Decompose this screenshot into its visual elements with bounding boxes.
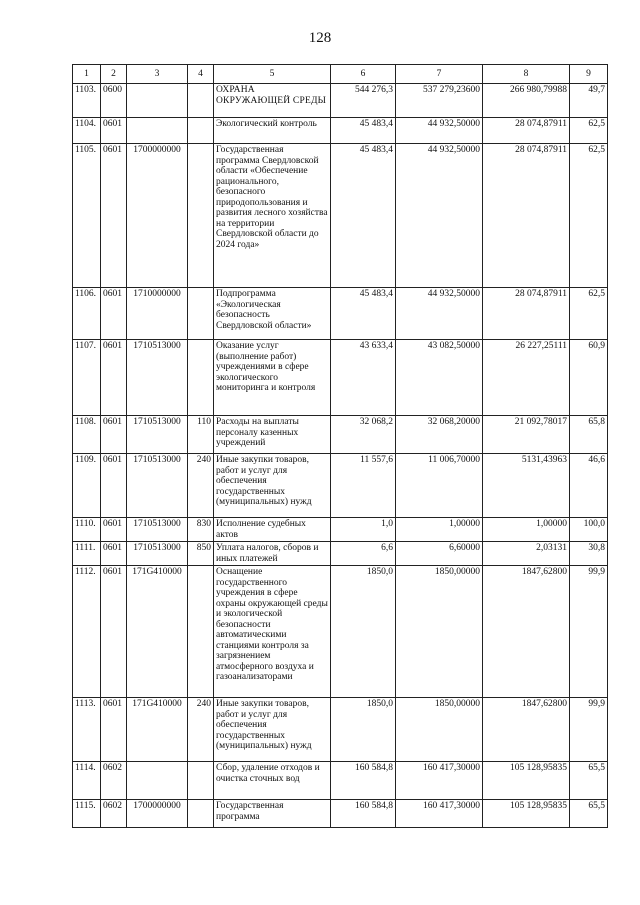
- header-row: [73, 65, 608, 84]
- execution-percent: 46,6: [570, 454, 608, 518]
- execution-percent: 65,5: [570, 762, 608, 800]
- column-header-6: 6: [331, 65, 396, 84]
- expense-type-code: 240: [188, 698, 214, 762]
- execution-percent: 99,9: [570, 566, 608, 698]
- executed-amount: 5131,43963: [483, 454, 570, 518]
- planned-amount: 43 633,4: [331, 340, 396, 416]
- row-number: 1103.: [73, 84, 101, 118]
- planned-amount: 11 557,6: [331, 454, 396, 518]
- expense-type-code: [188, 800, 214, 828]
- expense-type-code: [188, 84, 214, 118]
- target-code: 1710000000: [127, 288, 188, 340]
- column-header-9: 9: [570, 65, 608, 84]
- executed-amount: 1847,62800: [483, 698, 570, 762]
- column-header-3: 3: [127, 65, 188, 84]
- adjusted-amount: 11 006,70000: [396, 454, 483, 518]
- adjusted-amount: 1850,00000: [396, 566, 483, 698]
- executed-amount: 105 128,95835: [483, 762, 570, 800]
- table-row: [73, 416, 608, 454]
- execution-percent: 65,8: [570, 416, 608, 454]
- expense-type-code: 110: [188, 416, 214, 454]
- row-number: 1105.: [73, 144, 101, 288]
- execution-percent: 49,7: [570, 84, 608, 118]
- section-code: 0601: [101, 566, 127, 698]
- item-name: Экологический контроль: [214, 118, 331, 144]
- item-name: Подпрограмма «Экологическая безопасность Свердловской области»: [214, 288, 331, 340]
- executed-amount: 28 074,87911: [483, 288, 570, 340]
- adjusted-amount: 1,00000: [396, 518, 483, 542]
- item-name: Государственная программа: [214, 800, 331, 828]
- planned-amount: 45 483,4: [331, 118, 396, 144]
- section-code: 0601: [101, 288, 127, 340]
- adjusted-amount: 160 417,30000: [396, 800, 483, 828]
- section-code: 0601: [101, 698, 127, 762]
- row-number: 1110.: [73, 518, 101, 542]
- item-name: Исполнение судебных актов: [214, 518, 331, 542]
- executed-amount: 1847,62800: [483, 566, 570, 698]
- adjusted-amount: 44 932,50000: [396, 144, 483, 288]
- target-code: 1710513000: [127, 340, 188, 416]
- table-body: [73, 84, 608, 828]
- column-header-7: 7: [396, 65, 483, 84]
- row-number: 1112.: [73, 566, 101, 698]
- page-number: 128: [308, 30, 332, 46]
- table-row: [73, 542, 608, 566]
- row-number: 1113.: [73, 698, 101, 762]
- item-name: Государственная программа Свердловской области «Обеспечение рационального, безопасного природопользования и развития лесного хозяйства на территории Свердловской области до 2024 года»: [214, 144, 331, 288]
- budget-table: [72, 64, 608, 828]
- adjusted-amount: 44 932,50000: [396, 118, 483, 144]
- table-row: [73, 288, 608, 340]
- executed-amount: 28 074,87911: [483, 118, 570, 144]
- execution-percent: 62,5: [570, 288, 608, 340]
- adjusted-amount: 160 417,30000: [396, 762, 483, 800]
- planned-amount: 45 483,4: [331, 144, 396, 288]
- expense-type-code: [188, 144, 214, 288]
- table-row: [73, 762, 608, 800]
- adjusted-amount: 44 932,50000: [396, 288, 483, 340]
- section-code: 0601: [101, 518, 127, 542]
- item-name: Иные закупки товаров, работ и услуг для обеспечения государственных (муниципальных) нужд: [214, 454, 331, 518]
- executed-amount: 1,00000: [483, 518, 570, 542]
- execution-percent: 100,0: [570, 518, 608, 542]
- adjusted-amount: 537 279,23600: [396, 84, 483, 118]
- table-row: [73, 118, 608, 144]
- execution-percent: 62,5: [570, 144, 608, 288]
- target-code: 171G410000: [127, 698, 188, 762]
- target-code: 1700000000: [127, 800, 188, 828]
- row-number: 1106.: [73, 288, 101, 340]
- execution-percent: 62,5: [570, 118, 608, 144]
- expense-type-code: 830: [188, 518, 214, 542]
- item-name: Иные закупки товаров, работ и услуг для обеспечения государственных (муниципальных) нужд: [214, 698, 331, 762]
- planned-amount: 32 068,2: [331, 416, 396, 454]
- executed-amount: 28 074,87911: [483, 144, 570, 288]
- executed-amount: 2,03131: [483, 542, 570, 566]
- item-name: Оказание услуг (выполнение работ) учреждениями в сфере экологического мониторинга и контроля: [214, 340, 331, 416]
- row-number: 1115.: [73, 800, 101, 828]
- column-header-8: 8: [483, 65, 570, 84]
- table-row: [73, 698, 608, 762]
- table-row: [73, 144, 608, 288]
- table-row: [73, 454, 608, 518]
- item-name: Сбор, удаление отходов и очистка сточных вод: [214, 762, 331, 800]
- section-code: 0601: [101, 542, 127, 566]
- target-code: 1710513000: [127, 518, 188, 542]
- expense-type-code: [188, 566, 214, 698]
- row-number: 1108.: [73, 416, 101, 454]
- adjusted-amount: 43 082,50000: [396, 340, 483, 416]
- expense-type-code: 850: [188, 542, 214, 566]
- expense-type-code: [188, 340, 214, 416]
- executed-amount: 105 128,95835: [483, 800, 570, 828]
- column-header-2: 2: [101, 65, 127, 84]
- column-header-1: 1: [73, 65, 101, 84]
- row-number: 1104.: [73, 118, 101, 144]
- target-code: 1710513000: [127, 542, 188, 566]
- planned-amount: 1,0: [331, 518, 396, 542]
- target-code: [127, 84, 188, 118]
- planned-amount: 544 276,3: [331, 84, 396, 118]
- planned-amount: 1850,0: [331, 698, 396, 762]
- item-name: Уплата налогов, сборов и иных платежей: [214, 542, 331, 566]
- execution-percent: 30,8: [570, 542, 608, 566]
- section-code: 0601: [101, 118, 127, 144]
- expense-type-code: [188, 762, 214, 800]
- target-code: 171G410000: [127, 566, 188, 698]
- adjusted-amount: 32 068,20000: [396, 416, 483, 454]
- section-code: 0601: [101, 144, 127, 288]
- column-header-4: 4: [188, 65, 214, 84]
- target-code: [127, 762, 188, 800]
- item-name: Расходы на выплаты персоналу казенных учреждений: [214, 416, 331, 454]
- executed-amount: 266 980,79988: [483, 84, 570, 118]
- item-name: Оснащение государственного учреждения в сфере охраны окружающей среды и экологической безопасности автоматическими станциями контроля за загрязнением атмосферного воздуха и газоанализаторами: [214, 566, 331, 698]
- table-row: [73, 518, 608, 542]
- row-number: 1114.: [73, 762, 101, 800]
- planned-amount: 1850,0: [331, 566, 396, 698]
- execution-percent: 65,5: [570, 800, 608, 828]
- planned-amount: 160 584,8: [331, 800, 396, 828]
- executed-amount: 21 092,78017: [483, 416, 570, 454]
- table-row: [73, 84, 608, 118]
- execution-percent: 60,9: [570, 340, 608, 416]
- section-code: 0601: [101, 416, 127, 454]
- table-row: [73, 340, 608, 416]
- item-name: ОХРАНА ОКРУЖАЮЩЕЙ СРЕДЫ: [214, 84, 331, 118]
- section-code: 0602: [101, 800, 127, 828]
- target-code: 1710513000: [127, 416, 188, 454]
- adjusted-amount: 6,60000: [396, 542, 483, 566]
- adjusted-amount: 1850,00000: [396, 698, 483, 762]
- execution-percent: 99,9: [570, 698, 608, 762]
- planned-amount: 6,6: [331, 542, 396, 566]
- table-row: [73, 566, 608, 698]
- table-row: [73, 800, 608, 828]
- planned-amount: 160 584,8: [331, 762, 396, 800]
- row-number: 1107.: [73, 340, 101, 416]
- planned-amount: 45 483,4: [331, 288, 396, 340]
- target-code: [127, 118, 188, 144]
- section-code: 0601: [101, 340, 127, 416]
- row-number: 1109.: [73, 454, 101, 518]
- section-code: 0601: [101, 454, 127, 518]
- target-code: 1700000000: [127, 144, 188, 288]
- target-code: 1710513000: [127, 454, 188, 518]
- expense-type-code: 240: [188, 454, 214, 518]
- expense-type-code: [188, 288, 214, 340]
- row-number: 1111.: [73, 542, 101, 566]
- executed-amount: 26 227,25111: [483, 340, 570, 416]
- section-code: 0602: [101, 762, 127, 800]
- section-code: 0600: [101, 84, 127, 118]
- column-header-5: 5: [214, 65, 331, 84]
- expense-type-code: [188, 118, 214, 144]
